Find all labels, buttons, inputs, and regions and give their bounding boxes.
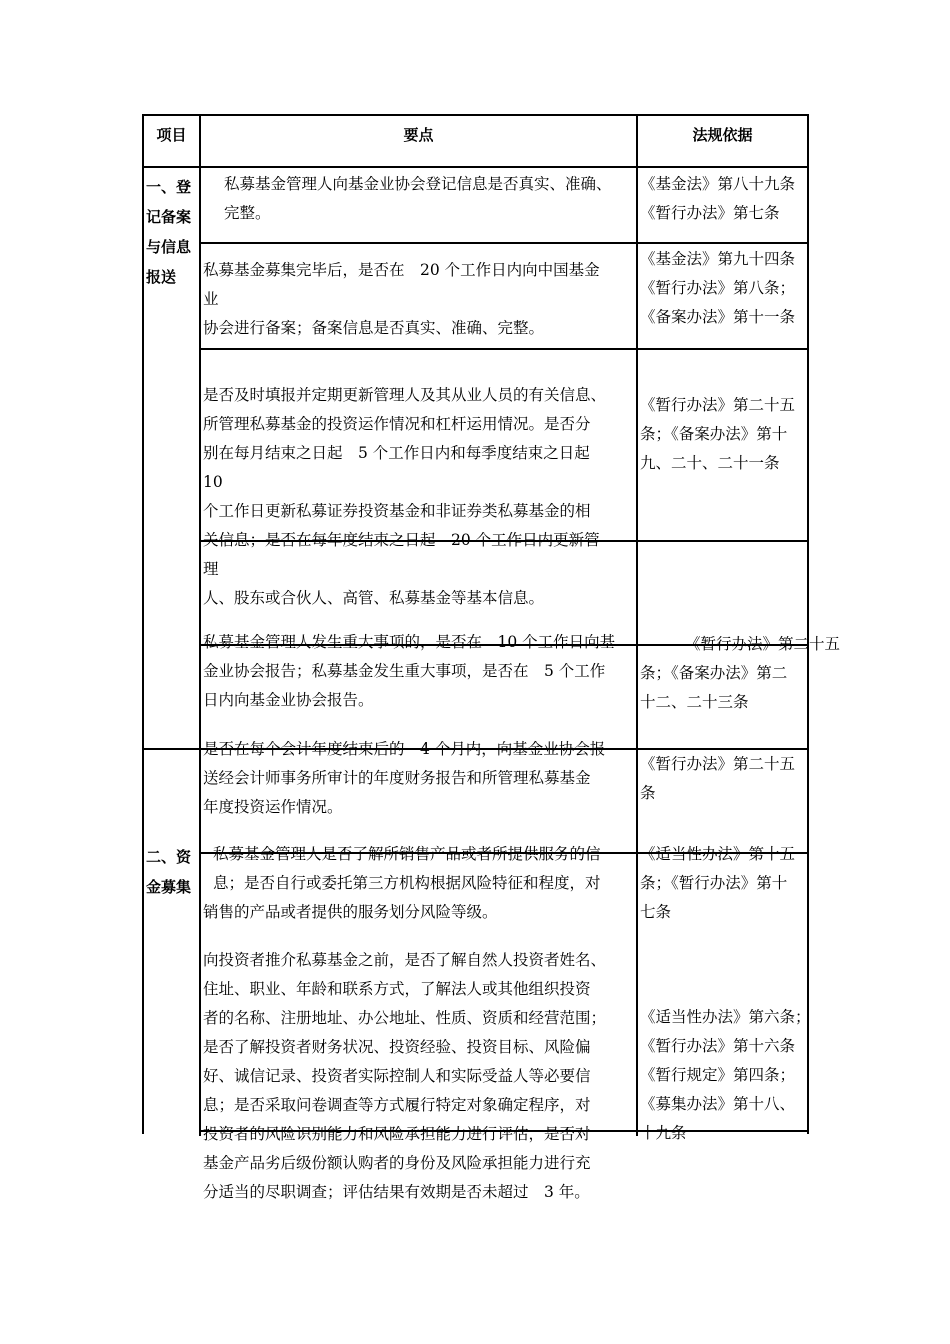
text-line: 住址、职业、年龄和联系方式，了解法人或其他组织投资 (203, 980, 591, 998)
law-line: 《基金法》第九十四条 (640, 250, 796, 268)
category-line: 一、登 (146, 178, 192, 196)
text-line: 私募基金管理人向基金业协会登记信息是否真实、准确、 (224, 175, 612, 193)
header-points: 要点 (403, 126, 434, 144)
law-line: 条；《备案办法》第二 (640, 664, 788, 682)
law-line: 《适当性办法》第十五 (640, 845, 796, 863)
category-line: 记备案 (146, 208, 192, 226)
law-line: 《基金法》第八十九条 (640, 175, 796, 193)
text-line: 日内向基金业协会报告。 (203, 691, 374, 709)
top-border (142, 114, 808, 116)
category-line: 二、资 (146, 848, 192, 866)
law-line: 条；《备案办法》第十 (640, 425, 788, 443)
row-1-points (224, 170, 612, 228)
text-line: 10 (203, 473, 223, 491)
law-line: 十二、二十三条 (640, 693, 749, 711)
header-bottom-border (142, 166, 808, 168)
law-line: 七条 (640, 903, 672, 921)
text-line: 者的名称、注册地址、办公地址、性质、资质和经营范围； (203, 1009, 607, 1027)
text-line: 息；是否自行或委托第三方机构根据风险特征和程度，对 (213, 874, 601, 892)
text-line: 协会进行备案；备案信息是否真实、准确、完整。 (203, 319, 545, 337)
text-line: 关信息；是否在每年度结束之日起 20 个工作日内更新管 (203, 531, 600, 549)
law-line: 十九条 (640, 1124, 687, 1142)
row-1-basis (640, 170, 795, 228)
text-line: 销售的产品或者提供的服务划分风险等级。 (203, 903, 498, 921)
category-line: 与信息 (146, 238, 192, 256)
law-line: 条 (640, 784, 656, 802)
text-line: 所管理私募基金的投资运作情况和杠杆运用情况。是否分 (203, 415, 591, 433)
text-line: 金业协会报告；私募基金发生重大事项，是否在 5 个工作 (203, 662, 606, 680)
row-2-points (203, 256, 600, 343)
law-line: 《暂行办法》第八条； (640, 279, 796, 297)
text-line: 投资者的风险识别能力和风险承担能力进行评估，是否对 (203, 1125, 591, 1143)
row-4-basis (640, 630, 840, 717)
text-line: 分适当的尽职调查；评估结果有效期是否未超过 3 年。 (203, 1183, 590, 1201)
row-6-basis (640, 840, 795, 927)
law-line: 九、二十、二十一条 (640, 454, 780, 472)
text-line: 完整。 (224, 204, 271, 222)
category-line: 金募集 (146, 878, 192, 896)
text-line: 是否了解投资者财务状况、投资经验、投资目标、风险偏 (203, 1038, 591, 1056)
row-5-points (203, 735, 605, 822)
text-line: 别在每月结束之日起 5 个工作日内和每季度结束之日起 (203, 444, 590, 462)
text-line: 个工作日更新私募证券投资基金和非证券类私募基金的相 (203, 502, 591, 520)
header-item: 项目 (156, 126, 187, 144)
row-3-points (203, 381, 606, 613)
col-divider-2 (636, 116, 638, 1136)
law-line: 《暂行办法》第二十五 (640, 396, 796, 414)
row-divider-1 (199, 242, 808, 244)
row-7-points (203, 946, 606, 1207)
law-line: 《暂行规定》第四条； (640, 1066, 796, 1084)
row-3-basis (640, 391, 795, 478)
row-4-points (203, 628, 615, 715)
text-line: 私募基金募集完毕后，是否在 20 个工作日内向中国基金 (203, 261, 600, 279)
law-line: 条；《暂行办法》第十 (640, 874, 788, 892)
header-basis: 法规依据 (692, 126, 753, 144)
law-line: 《暂行办法》第十六条 (640, 1037, 796, 1055)
text-line: 业 (203, 290, 219, 308)
row-7-basis (640, 1003, 811, 1148)
category-registration (146, 172, 191, 292)
row-5-basis (640, 750, 795, 808)
text-line: 年度投资运作情况。 (203, 798, 343, 816)
category-line: 报送 (146, 268, 177, 286)
law-line: 《暂行办法》第二十五 (640, 755, 796, 773)
text-line: 理 (203, 560, 219, 578)
text-line: 送经会计师事务所审计的年度财务报告和所管理私募基金 (203, 769, 591, 787)
law-line: 《募集办法》第十八、 (640, 1095, 796, 1113)
left-border (142, 114, 144, 1134)
row-6-points (203, 840, 601, 927)
text-line: 好、诚信记录、投资者实际控制人和实际受益人等必要信 (203, 1067, 591, 1085)
text-line: 息；是否采取问卷调查等方式履行特定对象确定程序，对 (203, 1096, 591, 1114)
category-fundraising (146, 842, 191, 902)
row-2-basis (640, 245, 795, 332)
law-line: 《适当性办法》第六条； (640, 1008, 811, 1026)
text-line: 人、股东或合伙人、高管、私募基金等基本信息。 (203, 589, 545, 607)
right-border (807, 114, 809, 1134)
text-line: 是否及时填报并定期更新管理人及其从业人员的有关信息、 (203, 386, 607, 404)
text-line: 私募基金管理人发生重大事项的，是否在 10 个工作日向基 (203, 633, 616, 651)
text-line: 基金产品劣后级份额认购者的身份及风险承担能力进行充 (203, 1154, 591, 1172)
text-line: 向投资者推介私募基金之前，是否了解自然人投资者姓名、 (203, 951, 607, 969)
law-line: 《暂行办法》第二十五 (685, 635, 841, 653)
row-divider-2 (199, 348, 808, 350)
text-line: 私募基金管理人是否了解所销售产品或者所提供服务的信 (213, 845, 601, 863)
law-line: 《暂行办法》第七条 (640, 204, 780, 222)
text-line: 是否在每个会计年度结束后的 4 个月内，向基金业协会报 (203, 740, 606, 758)
col-divider-1 (199, 116, 201, 1136)
law-line: 《备案办法》第十一条 (640, 308, 796, 326)
